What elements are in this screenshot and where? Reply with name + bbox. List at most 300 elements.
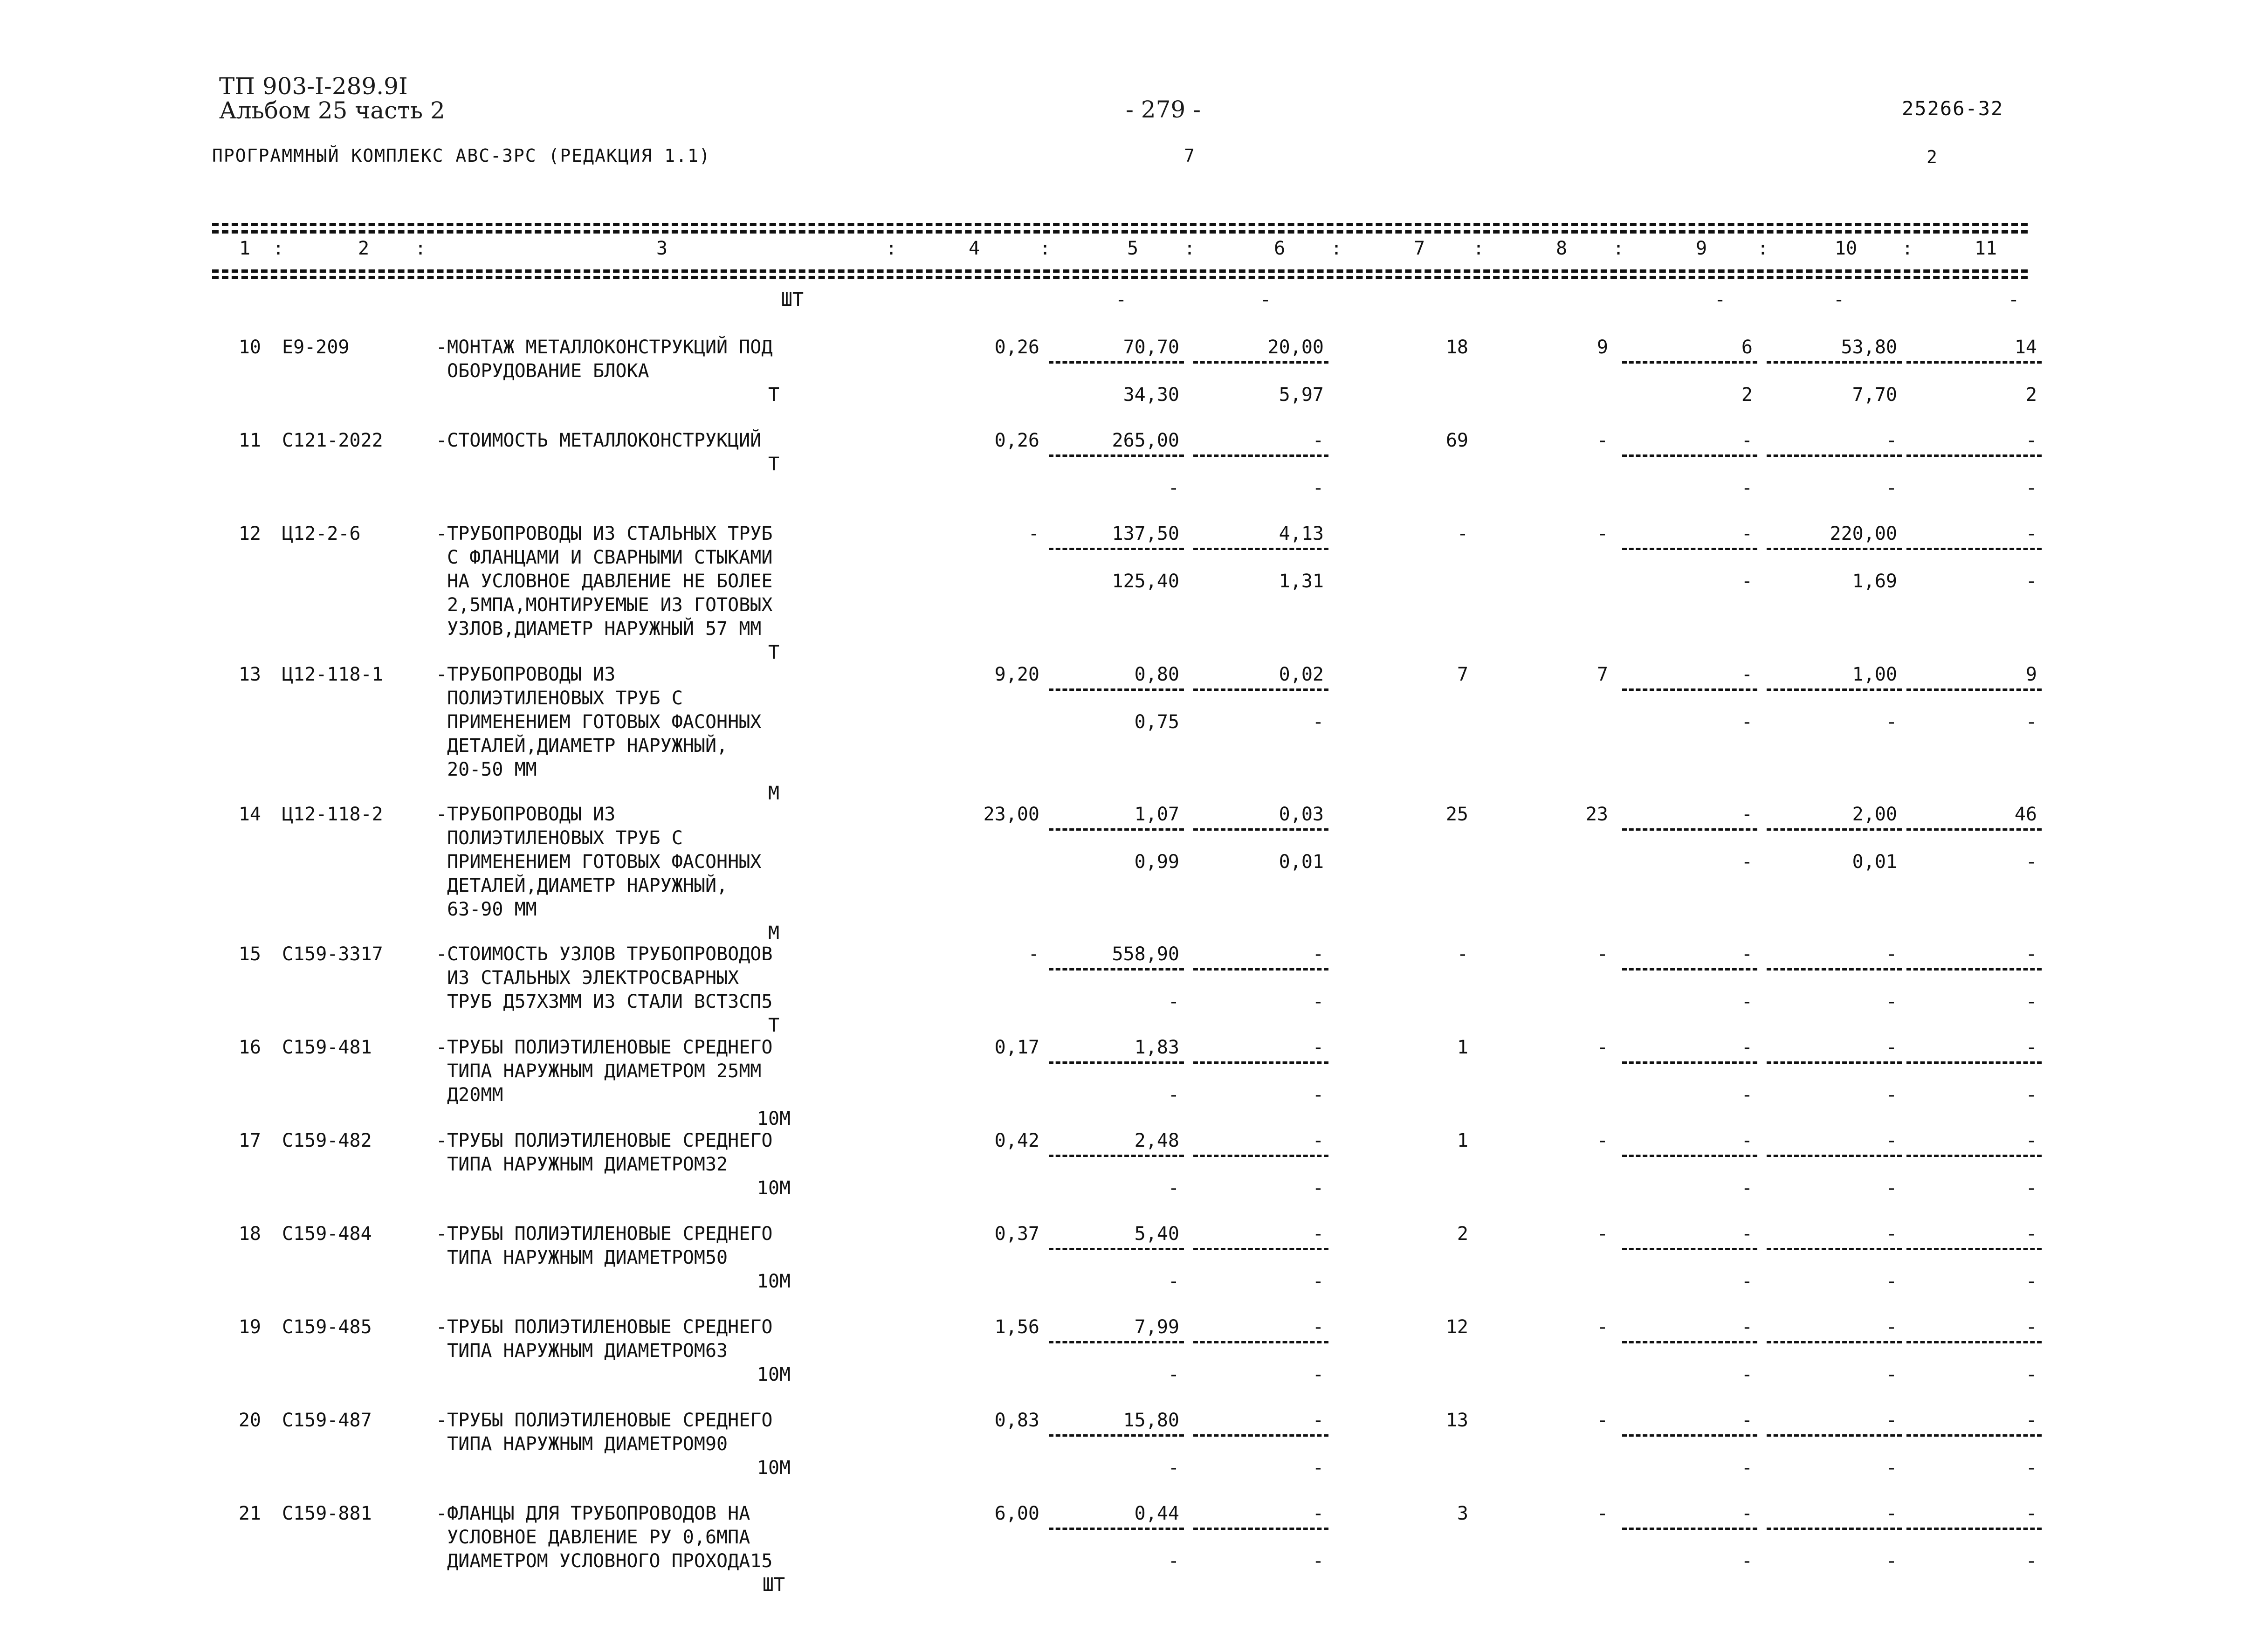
cell-c10a: - bbox=[1885, 943, 1897, 965]
divider-c10 bbox=[1767, 1248, 1902, 1250]
divider-c6 bbox=[1193, 1341, 1328, 1343]
row-description-line: ТРУБ Д57Х3ММ ИЗ СТАЛИ ВСТ3СП5 bbox=[436, 991, 773, 1012]
cell-c8: - bbox=[1596, 1410, 1608, 1431]
row-description-line: Д20ММ bbox=[436, 1084, 503, 1106]
divider-c9 bbox=[1622, 1341, 1757, 1343]
cell-c11a: 9 bbox=[2025, 664, 2037, 685]
cell-c7: 7 bbox=[1457, 664, 1468, 685]
cell-c6a: - bbox=[1312, 1316, 1324, 1338]
cell-c9a: - bbox=[1741, 943, 1753, 965]
row-description-line: ТИПА НАРУЖНЫМ ДИАМЕТРОМ50 bbox=[436, 1247, 728, 1268]
divider-c6 bbox=[1193, 548, 1328, 550]
cell-c5b: - bbox=[1168, 1271, 1179, 1292]
divider-c9 bbox=[1622, 968, 1757, 971]
cell-c7: 18 bbox=[1445, 337, 1468, 358]
row-number: 10 bbox=[238, 337, 261, 358]
divider-c5 bbox=[1049, 968, 1184, 971]
cell-c10a: - bbox=[1885, 1223, 1897, 1245]
cell-c11a: - bbox=[2025, 523, 2037, 544]
divider-c10 bbox=[1767, 1061, 1902, 1064]
cell-c11b: - bbox=[2025, 711, 2037, 733]
table-top-rule-2 bbox=[212, 230, 2028, 234]
cell-c6: - bbox=[1259, 289, 1272, 310]
cell-c5a: 558,90 bbox=[1112, 943, 1179, 965]
row-description-line: -СТОИМОСТЬ МЕТАЛЛОКОНСТРУКЦИЙ bbox=[436, 430, 762, 451]
cell-c5b: 0,99 bbox=[1134, 851, 1179, 873]
divider-c5 bbox=[1049, 1341, 1184, 1343]
cell-c11a: - bbox=[2025, 1503, 2037, 1524]
divider-c6 bbox=[1193, 1528, 1328, 1530]
cell-c10b: - bbox=[1885, 477, 1897, 499]
cell-c4: 0,26 bbox=[994, 430, 1039, 451]
row-number: 16 bbox=[238, 1037, 261, 1058]
cell-c10b: - bbox=[1885, 991, 1897, 1012]
cell-c7: 69 bbox=[1445, 430, 1468, 451]
cell-c11b: - bbox=[2025, 1550, 2037, 1572]
divider-c9 bbox=[1622, 1528, 1757, 1530]
divider-c5 bbox=[1049, 548, 1184, 550]
cell-c5a: 5,40 bbox=[1134, 1223, 1179, 1245]
cell-c6b: 5,97 bbox=[1279, 384, 1324, 406]
row-number: 14 bbox=[238, 804, 261, 825]
cell-c10a: - bbox=[1885, 1316, 1897, 1338]
cell-c8: - bbox=[1596, 943, 1608, 965]
doc-reference: 25266-32 bbox=[1902, 97, 2004, 120]
cell-c7: 25 bbox=[1445, 804, 1468, 825]
cell-c11a: - bbox=[2025, 1223, 2037, 1245]
cell-c6a: - bbox=[1312, 430, 1324, 451]
divider-c9 bbox=[1622, 1155, 1757, 1157]
row-unit: 10М bbox=[757, 1108, 791, 1129]
row-description-line: -ТРУБЫ ПОЛИЭТИЛЕНОВЫЕ СРЕДНЕГО bbox=[436, 1316, 773, 1338]
cell-c9a: - bbox=[1741, 1130, 1753, 1151]
row-unit: Т bbox=[768, 454, 780, 475]
divider-c11 bbox=[1906, 1248, 2042, 1250]
cell-c11b: - bbox=[2025, 1084, 2037, 1106]
row-description-line: -СТОИМОСТЬ УЗЛОВ ТРУБОПРОВОДОВ bbox=[436, 943, 773, 965]
cell-c11a: 14 bbox=[2014, 337, 2037, 358]
cell-c11a: - bbox=[2025, 430, 2037, 451]
column-separator: : bbox=[1184, 238, 1196, 259]
cell-c5b: - bbox=[1168, 1084, 1179, 1106]
cell-c4: - bbox=[1028, 523, 1039, 544]
divider-c6 bbox=[1193, 1061, 1328, 1064]
cell-c8: - bbox=[1596, 1130, 1608, 1151]
row-description-line: 20-50 ММ bbox=[436, 759, 537, 780]
cell-c8: - bbox=[1596, 1316, 1608, 1338]
divider-c9 bbox=[1622, 548, 1757, 550]
cell-c6a: 20,00 bbox=[1267, 337, 1324, 358]
cell-c4: 23,00 bbox=[983, 804, 1039, 825]
cell-c7: - bbox=[1457, 523, 1468, 544]
row-description-line: ОБОРУДОВАНИЕ БЛОКА bbox=[436, 360, 649, 382]
cell-c8: - bbox=[1596, 1503, 1608, 1524]
cell-c9a: - bbox=[1741, 430, 1753, 451]
column-header-3: 3 bbox=[656, 238, 668, 259]
column-separator: : bbox=[1473, 238, 1485, 259]
cell-c6a: 0,03 bbox=[1279, 804, 1324, 825]
divider-c11 bbox=[1906, 828, 2042, 831]
cell-c5b: - bbox=[1168, 477, 1179, 499]
divider-c11 bbox=[1906, 1061, 2042, 1064]
row-description-line: -ТРУБОПРОВОДЫ ИЗ bbox=[436, 664, 616, 685]
divider-c11 bbox=[1906, 1155, 2042, 1157]
divider-c6 bbox=[1193, 1155, 1328, 1157]
cell-c4: 6,00 bbox=[994, 1503, 1039, 1524]
cell-c9b: - bbox=[1741, 991, 1753, 1012]
column-header-4: 4 bbox=[968, 238, 980, 259]
cell-c6b: - bbox=[1312, 711, 1324, 733]
cell-c5b: - bbox=[1168, 1177, 1179, 1199]
divider-c10 bbox=[1767, 1434, 1902, 1437]
row-description-line: -МОНТАЖ МЕТАЛЛОКОНСТРУКЦИЙ ПОД bbox=[436, 337, 773, 358]
cell-c5b: - bbox=[1168, 1550, 1179, 1572]
divider-c9 bbox=[1622, 1434, 1757, 1437]
row-description-line: 2,5МПА,МОНТИРУЕМЫЕ ИЗ ГОТОВЫХ bbox=[436, 594, 773, 616]
cell-c10a: - bbox=[1885, 1037, 1897, 1058]
divider-c6 bbox=[1193, 454, 1328, 457]
row-description-line: -ТРУБЫ ПОЛИЭТИЛЕНОВЫЕ СРЕДНЕГО bbox=[436, 1223, 773, 1245]
cell-c5a: 265,00 bbox=[1112, 430, 1179, 451]
cell-c11: - bbox=[2008, 289, 2020, 310]
cell-c10a: 2,00 bbox=[1852, 804, 1897, 825]
row-unit: 10М bbox=[757, 1271, 791, 1292]
cell-c9b: - bbox=[1741, 1550, 1753, 1572]
divider-c11 bbox=[1906, 1528, 2042, 1530]
cell-c4: 0,17 bbox=[994, 1037, 1039, 1058]
cell-c11b: - bbox=[2025, 1457, 2037, 1479]
row-code: С121-2022 bbox=[282, 430, 383, 451]
cell-c5: - bbox=[1115, 289, 1127, 310]
cell-c10b: 1,69 bbox=[1852, 571, 1897, 592]
cell-c9a: - bbox=[1741, 1503, 1753, 1524]
column-separator: : bbox=[886, 238, 897, 259]
divider-c11 bbox=[1906, 361, 2042, 364]
table-top-rule bbox=[212, 223, 2028, 226]
row-number: 21 bbox=[238, 1503, 261, 1524]
row-description-line: -ТРУБОПРОВОДЫ ИЗ СТАЛЬНЫХ ТРУБ bbox=[436, 523, 773, 544]
row-number: 19 bbox=[238, 1316, 261, 1338]
divider-c10 bbox=[1767, 688, 1902, 691]
divider-c6 bbox=[1193, 968, 1328, 971]
cell-c10b: - bbox=[1885, 1364, 1897, 1385]
row-description-line: 63-90 ММ bbox=[436, 899, 537, 920]
row-code: С159-3317 bbox=[282, 943, 383, 965]
cell-c4: 0,37 bbox=[994, 1223, 1039, 1245]
cell-c8: - bbox=[1596, 1223, 1608, 1245]
cell-c11a: 46 bbox=[2014, 804, 2037, 825]
divider-c10 bbox=[1767, 1155, 1902, 1157]
cell-c10a: - bbox=[1885, 1503, 1897, 1524]
row-description-line: ПРИМЕНЕНИЕМ ГОТОВЫХ ФАСОННЫХ bbox=[436, 851, 762, 873]
cell-c5b: 125,40 bbox=[1112, 571, 1179, 592]
column-separator: : bbox=[273, 238, 284, 259]
cell-c10a: 220,00 bbox=[1830, 523, 1897, 544]
column-header-9: 9 bbox=[1695, 238, 1707, 259]
row-description-line: ТИПА НАРУЖНЫМ ДИАМЕТРОМ32 bbox=[436, 1154, 728, 1175]
cell-c7: 1 bbox=[1457, 1130, 1468, 1151]
cell-c11a: - bbox=[2025, 943, 2037, 965]
cell-c11b: - bbox=[2025, 851, 2037, 873]
cell-c9b: - bbox=[1741, 711, 1753, 733]
row-description-line: ДЕТАЛЕЙ,ДИАМЕТР НАРУЖНЫЙ, bbox=[436, 875, 728, 896]
cell-c6b: - bbox=[1312, 1177, 1324, 1199]
cell-c11a: - bbox=[2025, 1410, 2037, 1431]
divider-c6 bbox=[1193, 361, 1328, 364]
cell-c10a: - bbox=[1885, 1130, 1897, 1151]
cell-c7: 13 bbox=[1445, 1410, 1468, 1431]
divider-c6 bbox=[1193, 1248, 1328, 1250]
cell-c4: 0,83 bbox=[994, 1410, 1039, 1431]
divider-c9 bbox=[1622, 828, 1757, 831]
divider-c10 bbox=[1767, 548, 1902, 550]
row-number: 12 bbox=[238, 523, 261, 544]
cell-c5a: 15,80 bbox=[1123, 1410, 1179, 1431]
row-unit: ШТ bbox=[762, 1574, 785, 1596]
divider-c11 bbox=[1906, 454, 2042, 457]
divider-c9 bbox=[1622, 454, 1757, 457]
cell-c7: 1 bbox=[1457, 1037, 1468, 1058]
cell-c9b: 2 bbox=[1741, 384, 1753, 406]
column-header-2: 2 bbox=[358, 238, 370, 259]
cell-c10a: - bbox=[1885, 430, 1897, 451]
divider-c11 bbox=[1906, 548, 2042, 550]
cell-c11b: - bbox=[2025, 991, 2037, 1012]
row-description-line: ДИАМЕТРОМ УСЛОВНОГО ПРОХОДА15 bbox=[436, 1550, 773, 1572]
cell-c10b: - bbox=[1885, 1457, 1897, 1479]
cell-c9a: - bbox=[1741, 804, 1753, 825]
divider-c5 bbox=[1049, 1155, 1184, 1157]
cell-c4: 0,26 bbox=[994, 337, 1039, 358]
cell-c4: - bbox=[1028, 943, 1039, 965]
divider-c5 bbox=[1049, 454, 1184, 457]
cell-c6a: - bbox=[1312, 1410, 1324, 1431]
cell-c5a: 0,44 bbox=[1134, 1503, 1179, 1524]
cell-c11a: - bbox=[2025, 1037, 2037, 1058]
row-description-line: -ФЛАНЦЫ ДЛЯ ТРУБОПРОВОДОВ НА bbox=[436, 1503, 750, 1524]
cell-c6a: - bbox=[1312, 1503, 1324, 1524]
row-code: Е9-209 bbox=[282, 337, 350, 358]
cell-c11a: - bbox=[2025, 1316, 2037, 1338]
cell-c7: 12 bbox=[1445, 1316, 1468, 1338]
cell-c6b: - bbox=[1312, 477, 1324, 499]
divider-c5 bbox=[1049, 1061, 1184, 1064]
cell-c10a: 1,00 bbox=[1852, 664, 1897, 685]
row-code: С159-484 bbox=[282, 1223, 372, 1245]
cell-c6a: 0,02 bbox=[1279, 664, 1324, 685]
row-description-line: ТИПА НАРУЖНЫМ ДИАМЕТРОМ63 bbox=[436, 1340, 728, 1362]
row-description-line: С ФЛАНЦАМИ И СВАРНЫМИ СТЫКАМИ bbox=[436, 547, 773, 568]
cell-c10b: 0,01 bbox=[1852, 851, 1897, 873]
column-header-7: 7 bbox=[1413, 238, 1425, 259]
cell-c9b: - bbox=[1741, 1364, 1753, 1385]
row-description-line: ДЕТАЛЕЙ,ДИАМЕТР НАРУЖНЫЙ, bbox=[436, 735, 728, 757]
row-unit: Т bbox=[768, 384, 780, 406]
cell-c5b: - bbox=[1168, 1457, 1179, 1479]
column-separator: : bbox=[1757, 238, 1769, 259]
cell-c5a: 7,99 bbox=[1134, 1316, 1179, 1338]
divider-c5 bbox=[1049, 1248, 1184, 1250]
table-header-rule bbox=[212, 269, 2028, 273]
cell-c6b: 0,01 bbox=[1279, 851, 1324, 873]
cell-c11b: - bbox=[2025, 1271, 2037, 1292]
cell-c10b: - bbox=[1885, 1084, 1897, 1106]
row-number: 11 bbox=[238, 430, 261, 451]
cell-c6b: - bbox=[1312, 1271, 1324, 1292]
cell-c6b: - bbox=[1312, 1084, 1324, 1106]
cell-c4: 9,20 bbox=[994, 664, 1039, 685]
row-description-line: ТИПА НАРУЖНЫМ ДИАМЕТРОМ90 bbox=[436, 1433, 728, 1455]
cell-c5a: 1,83 bbox=[1134, 1037, 1179, 1058]
cell-c11b: - bbox=[2025, 1177, 2037, 1199]
sheet-number-mid: 7 bbox=[1184, 145, 1196, 166]
cell-c9b: - bbox=[1741, 571, 1753, 592]
cell-c5a: 70,70 bbox=[1123, 337, 1179, 358]
cell-c8: 23 bbox=[1585, 804, 1608, 825]
cell-c11b: 2 bbox=[2025, 384, 2037, 406]
divider-c6 bbox=[1193, 828, 1328, 831]
cell-c9a: - bbox=[1741, 1223, 1753, 1245]
cell-c6a: - bbox=[1312, 1130, 1324, 1151]
row-code: С159-487 bbox=[282, 1410, 372, 1431]
cell-c11b: - bbox=[2025, 571, 2037, 592]
cell-c9b: - bbox=[1741, 1084, 1753, 1106]
cell-c11b: - bbox=[2025, 477, 2037, 499]
row-unit: Т bbox=[768, 1015, 780, 1036]
cell-c7: - bbox=[1457, 943, 1468, 965]
divider-c5 bbox=[1049, 828, 1184, 831]
cell-c10b: - bbox=[1885, 1271, 1897, 1292]
cell-c11a: - bbox=[2025, 1130, 2037, 1151]
cell-c5a: 137,50 bbox=[1112, 523, 1179, 544]
row-description-line: ТИПА НАРУЖНЫМ ДИАМЕТРОМ 25ММ bbox=[436, 1060, 762, 1082]
divider-c10 bbox=[1767, 1341, 1902, 1343]
cell-c7: 3 bbox=[1457, 1503, 1468, 1524]
row-code: С159-881 bbox=[282, 1503, 372, 1524]
row-unit: 10М bbox=[757, 1364, 791, 1385]
divider-c9 bbox=[1622, 688, 1757, 691]
cell-c10b: - bbox=[1885, 1550, 1897, 1572]
cell-c7: 2 bbox=[1457, 1223, 1468, 1245]
row-description-line: УЗЛОВ,ДИАМЕТР НАРУЖНЫЙ 57 ММ bbox=[436, 618, 762, 640]
cell-c5b: 0,75 bbox=[1134, 711, 1179, 733]
column-separator: : bbox=[1331, 238, 1342, 259]
row-description-line: -ТРУБЫ ПОЛИЭТИЛЕНОВЫЕ СРЕДНЕГО bbox=[436, 1410, 773, 1431]
cell-c9b: - bbox=[1741, 1457, 1753, 1479]
cell-c9a: - bbox=[1741, 523, 1753, 544]
row-unit: Т bbox=[768, 642, 780, 663]
cell-c10b: - bbox=[1885, 1177, 1897, 1199]
cell-c10a: - bbox=[1885, 1410, 1897, 1431]
row-description-line: ПРИМЕНЕНИЕМ ГОТОВЫХ ФАСОННЫХ bbox=[436, 711, 762, 733]
row-description-line: -ТРУБЫ ПОЛИЭТИЛЕНОВЫЕ СРЕДНЕГО bbox=[436, 1130, 773, 1151]
row-description-line: НА УСЛОВНОЕ ДАВЛЕНИЕ НЕ БОЛЕЕ bbox=[436, 571, 773, 592]
page-number: - 279 - bbox=[1126, 96, 1201, 123]
row-code: С159-485 bbox=[282, 1316, 372, 1338]
divider-c10 bbox=[1767, 1528, 1902, 1530]
cell-c8: - bbox=[1596, 1037, 1608, 1058]
cell-c10a: 53,80 bbox=[1841, 337, 1897, 358]
cell-c6a: - bbox=[1312, 1223, 1324, 1245]
column-header-6: 6 bbox=[1273, 238, 1286, 259]
cell-c10: - bbox=[1833, 289, 1845, 310]
divider-c10 bbox=[1767, 968, 1902, 971]
program-title: ПРОГРАММНЫЙ КОМПЛЕКС АВС-3РС (РЕДАКЦИЯ 1.1) bbox=[212, 145, 711, 166]
cell-c6b: - bbox=[1312, 991, 1324, 1012]
cell-c6a: - bbox=[1312, 1037, 1324, 1058]
divider-c10 bbox=[1767, 361, 1902, 364]
cell-c9a: - bbox=[1741, 1037, 1753, 1058]
column-header-1: 1 bbox=[239, 238, 251, 259]
divider-c11 bbox=[1906, 1434, 2042, 1437]
cell-c9b: - bbox=[1741, 1271, 1753, 1292]
row-number: 13 bbox=[238, 664, 261, 685]
row-number: 20 bbox=[238, 1410, 261, 1431]
divider-c10 bbox=[1767, 454, 1902, 457]
divider-c11 bbox=[1906, 688, 2042, 691]
row-unit: М bbox=[768, 922, 780, 944]
row-code: Ц12-118-2 bbox=[282, 804, 383, 825]
divider-c9 bbox=[1622, 1061, 1757, 1064]
row-description-line: ПОЛИЭТИЛЕНОВЫХ ТРУБ С bbox=[436, 827, 683, 849]
divider-c5 bbox=[1049, 1434, 1184, 1437]
cell-c5b: - bbox=[1168, 991, 1179, 1012]
cell-c6a: - bbox=[1312, 943, 1324, 965]
cell-c8: - bbox=[1596, 523, 1608, 544]
divider-c5 bbox=[1049, 688, 1184, 691]
cell-c4: 0,42 bbox=[994, 1130, 1039, 1151]
row-number: 17 bbox=[238, 1130, 261, 1151]
cell-c9a: - bbox=[1741, 664, 1753, 685]
cell-c6b: - bbox=[1312, 1457, 1324, 1479]
divider-c6 bbox=[1193, 1434, 1328, 1437]
row-code: Ц12-118-1 bbox=[282, 664, 383, 685]
cell-c8: - bbox=[1596, 430, 1608, 451]
cell-c9a: 6 bbox=[1741, 337, 1753, 358]
cell-c8: 9 bbox=[1596, 337, 1608, 358]
cell-c9a: - bbox=[1741, 1410, 1753, 1431]
row-unit: 10М bbox=[757, 1457, 791, 1479]
cell-c5a: 1,07 bbox=[1134, 804, 1179, 825]
table-header-rule-2 bbox=[212, 276, 2028, 279]
column-header-5: 5 bbox=[1127, 238, 1139, 259]
cell-c6b: - bbox=[1312, 1364, 1324, 1385]
row-code: С159-482 bbox=[282, 1130, 372, 1151]
sheet-number-right: 2 bbox=[1927, 147, 1938, 167]
column-header-10: 10 bbox=[1834, 238, 1858, 259]
row-description-line: -ТРУБЫ ПОЛИЭТИЛЕНОВЫЕ СРЕДНЕГО bbox=[436, 1037, 773, 1058]
row-code: С159-481 bbox=[282, 1037, 372, 1058]
cell-c6a: 4,13 bbox=[1279, 523, 1324, 544]
row-number: 15 bbox=[238, 943, 261, 965]
divider-c5 bbox=[1049, 1528, 1184, 1530]
cell-c5b: - bbox=[1168, 1364, 1179, 1385]
cell-c5a: 0,80 bbox=[1134, 664, 1179, 685]
row-description-line: УСЛОВНОЕ ДАВЛЕНИЕ РУ 0,6МПА bbox=[436, 1527, 750, 1548]
divider-c10 bbox=[1767, 828, 1902, 831]
row-number: 18 bbox=[238, 1223, 261, 1245]
cell-c9: - bbox=[1714, 289, 1726, 310]
row-description-line: ИЗ СТАЛЬНЫХ ЭЛЕКТРОСВАРНЫХ bbox=[436, 967, 739, 989]
cell-c9b: - bbox=[1741, 851, 1753, 873]
column-separator: : bbox=[415, 238, 427, 259]
row-description-line: ПОЛИЭТИЛЕНОВЫХ ТРУБ С bbox=[436, 688, 683, 709]
cell-c5b: 34,30 bbox=[1123, 384, 1179, 406]
row-unit: 10М bbox=[757, 1177, 791, 1199]
cell-c10b: 7,70 bbox=[1852, 384, 1897, 406]
divider-c6 bbox=[1193, 688, 1328, 691]
cell-c6b: 1,31 bbox=[1279, 571, 1324, 592]
